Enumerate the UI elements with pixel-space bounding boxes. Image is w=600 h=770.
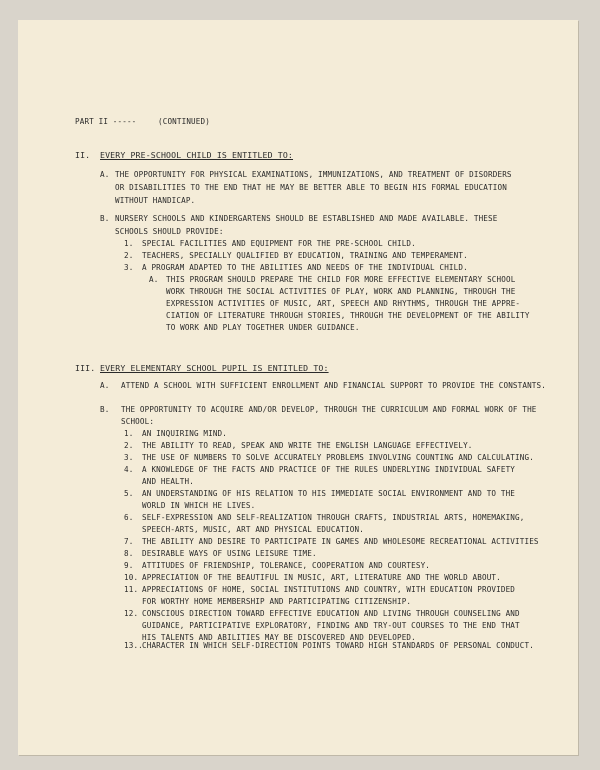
list-number: 11. xyxy=(124,585,139,594)
list-item: SPECIAL FACILITIES AND EQUIPMENT FOR THE PRE-SCHOOL CHILD. xyxy=(142,239,416,248)
section-ii-a-line: THE OPPORTUNITY FOR PHYSICAL EXAMINATIONS, IMMUNIZATIONS, AND TREATMENT OF DISORDERS xyxy=(115,170,512,179)
list-number: 3. xyxy=(124,453,134,462)
list-item-line: THE ABILITY AND DESIRE TO PARTICIPATE IN GAMES AND WHOLESOME RECREATIONAL ACTIVITIES xyxy=(142,537,539,546)
section-ii-b-line: NURSERY SCHOOLS AND KINDERGARTENS SHOULD BE ESTABLISHED AND MADE AVAILABLE. THESE xyxy=(115,214,498,223)
section-iii-a-label: A. xyxy=(100,381,110,390)
sub-item-line: CIATION OF LITERATURE THROUGH STORIES, THROUGH THE DEVELOPMENT OF THE ABILITY xyxy=(166,311,530,320)
list-item: A PROGRAM ADAPTED TO THE ABILITIES AND NEEDS OF THE INDIVIDUAL CHILD. xyxy=(142,263,468,272)
section-iii-number: III. xyxy=(75,363,96,373)
list-number: 2. xyxy=(124,441,134,450)
list-item-line: SPEECH-ARTS, MUSIC, ART AND PHYSICAL EDUCATION. xyxy=(142,525,364,534)
list-number: 7. xyxy=(124,537,134,546)
list-item-line: ATTITUDES OF FRIENDSHIP, TOLERANCE, COOPERATION AND COURTESY. xyxy=(142,561,431,570)
list-item-line: APPRECIATIONS OF HOME, SOCIAL INSTITUTIONS AND COUNTRY, WITH EDUCATION PROVIDED xyxy=(142,585,516,594)
section-ii-a-label: A. xyxy=(100,170,110,179)
list-number: 8. xyxy=(124,549,134,558)
section-iii-b-label: B. xyxy=(100,405,110,414)
list-item-line: SELF-EXPRESSION AND SELF-REALIZATION THROUGH CRAFTS, INDUSTRIAL ARTS, HOMEMAKING, xyxy=(142,513,525,522)
list-number: 12. xyxy=(124,609,139,618)
section-ii-b-label: B. xyxy=(100,214,110,223)
list-item-line: A KNOWLEDGE OF THE FACTS AND PRACTICE OF THE RULES UNDERLYING INDIVIDUAL SAFETY xyxy=(142,465,516,474)
section-ii-number: II. xyxy=(75,150,91,160)
list-number: 13.. xyxy=(124,641,143,650)
list-item-line: CHARACTER IN WHICH SELF-DIRECTION POINTS TOWARD HIGH STANDARDS OF PERSONAL CONDUCT. xyxy=(142,641,534,650)
list-number: 9. xyxy=(124,561,134,570)
sub-item-line: TO WORK AND PLAY TOGETHER UNDER GUIDANCE. xyxy=(166,323,360,332)
list-item-line: AN INQUIRING MIND. xyxy=(142,429,227,438)
list-item-line: AN UNDERSTANDING OF HIS RELATION TO HIS IMMEDIATE SOCIAL ENVIRONMENT AND TO THE xyxy=(142,489,516,498)
part-heading: PART II ----- xyxy=(75,117,137,126)
list-number: 2. xyxy=(124,251,134,260)
list-item: TEACHERS, SPECIALLY QUALIFIED BY EDUCATION, TRAINING AND TEMPERAMENT. xyxy=(142,251,468,260)
list-number: 6. xyxy=(124,513,134,522)
list-number: 3. xyxy=(124,263,134,272)
list-number: 10. xyxy=(124,573,139,582)
section-iii-title: EVERY ELEMENTARY SCHOOL PUPIL IS ENTITLED TO: xyxy=(100,363,329,373)
section-ii-b-line: SCHOOLS SHOULD PROVIDE: xyxy=(115,227,224,236)
list-item-line: AND HEALTH. xyxy=(142,477,194,486)
list-item-line: GUIDANCE, PARTICIPATIVE EXPLORATORY, FINDING AND TRY-OUT COURSES TO THE END THAT xyxy=(142,621,520,630)
sub-item-line: EXPRESSION ACTIVITIES OF MUSIC, ART, SPEECH AND RHYTHMS, THROUGH THE APPRE- xyxy=(166,299,521,308)
continued-label: (CONTINUED) xyxy=(158,117,210,126)
list-item-line: APPRECIATION OF THE BEAUTIFUL IN MUSIC, ART, LITERATURE AND THE WORLD ABOUT. xyxy=(142,573,501,582)
sub-item-line: THIS PROGRAM SHOULD PREPARE THE CHILD FOR MORE EFFECTIVE ELEMENTARY SCHOOL xyxy=(166,275,516,284)
list-item-line: HIS TALENTS AND ABILITIES MAY BE DISCOVERED AND DEVELOPED. xyxy=(142,633,416,642)
list-item-line: FOR WORTHY HOME MEMBERSHIP AND PARTICIPATING CITIZENSHIP. xyxy=(142,597,412,606)
list-item-line: CONSCIOUS DIRECTION TOWARD EFFECTIVE EDUCATION AND LIVING THROUGH COUNSELING AND xyxy=(142,609,520,618)
sub-item-line: WORK THROUGH THE SOCIAL ACTIVITIES OF PLAY, WORK AND PLANNING, THROUGH THE xyxy=(166,287,516,296)
document-page xyxy=(18,20,578,755)
section-iii-b-line: SCHOOL: xyxy=(121,417,155,426)
list-item-line: THE USE OF NUMBERS TO SOLVE ACCURATELY PROBLEMS INVOLVING COUNTING AND CALCULATING. xyxy=(142,453,534,462)
section-ii-a-line: WITHOUT HANDICAP. xyxy=(115,196,196,205)
list-number: 4. xyxy=(124,465,134,474)
section-iii-b-line: THE OPPORTUNITY TO ACQUIRE AND/OR DEVELOP, THROUGH THE CURRICULUM AND FORMAL WORK OF THE xyxy=(121,405,537,414)
list-item-line: THE ABILITY TO READ, SPEAK AND WRITE THE ENGLISH LANGUAGE EFFECTIVELY. xyxy=(142,441,473,450)
list-number: 1. xyxy=(124,429,134,438)
sub-item-label: A. xyxy=(149,275,159,284)
list-number: 5. xyxy=(124,489,134,498)
section-iii-a-text: ATTEND A SCHOOL WITH SUFFICIENT ENROLLMENT AND FINANCIAL SUPPORT TO PROVIDE THE CONSTANTS. xyxy=(121,381,546,390)
section-ii-title: EVERY PRE-SCHOOL CHILD IS ENTITLED TO: xyxy=(100,150,294,160)
section-ii-a-line: OR DISABILITIES TO THE END THAT HE MAY BE BETTER ABLE TO BEGIN HIS FORMAL EDUCATION xyxy=(115,183,507,192)
list-item-line: WORLD IN WHICH HE LIVES. xyxy=(142,501,256,510)
list-item-line: DESIRABLE WAYS OF USING LEISURE TIME. xyxy=(142,549,317,558)
list-number: 1. xyxy=(124,239,134,248)
